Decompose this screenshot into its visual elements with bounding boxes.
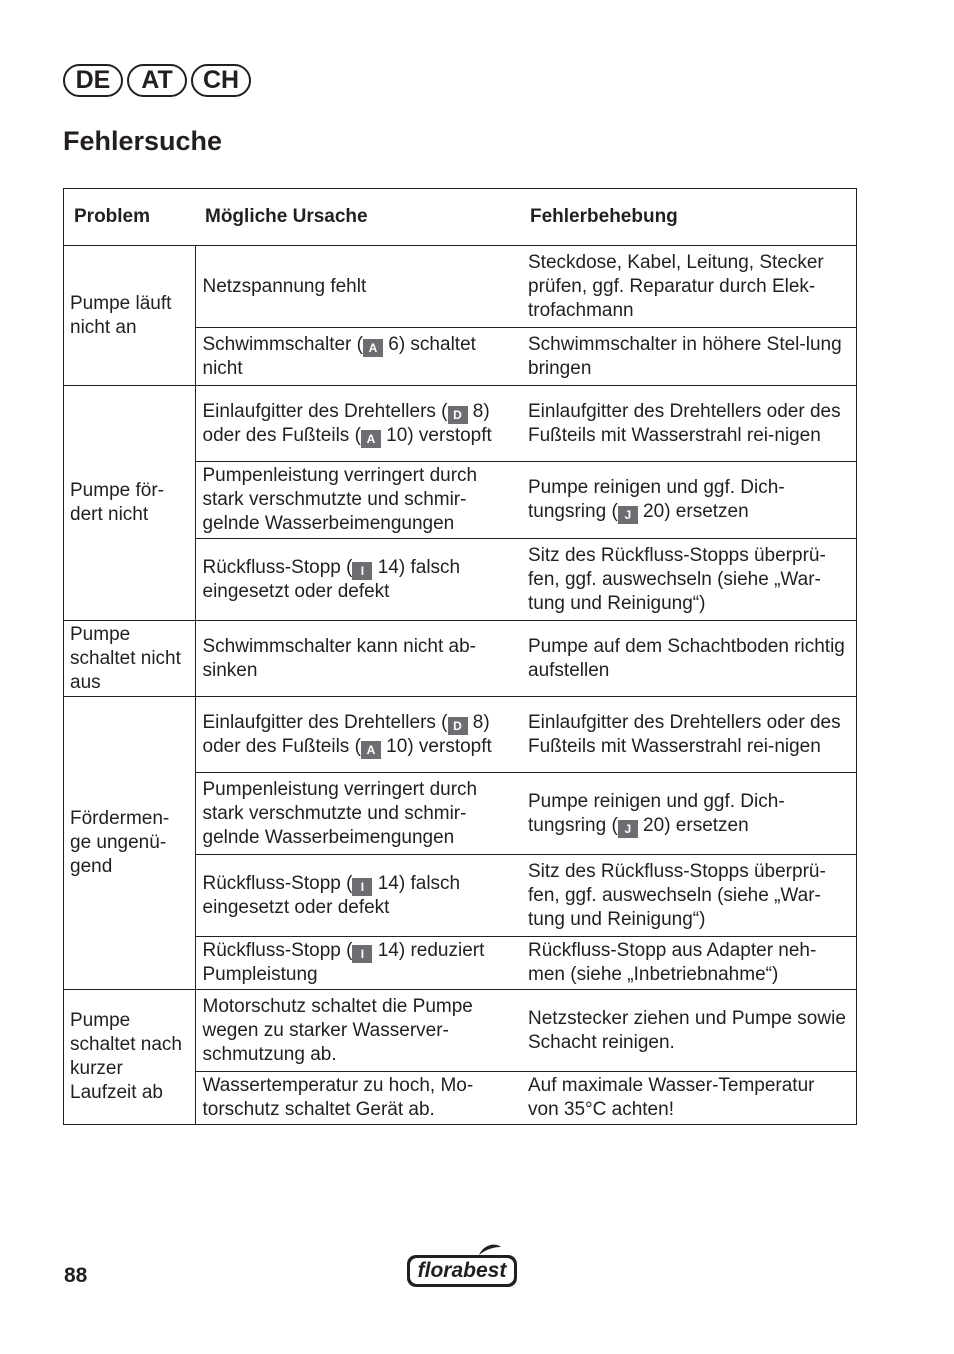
cause-cell [195, 246, 520, 328]
fix-cell [520, 462, 857, 539]
cause-cell [195, 1072, 520, 1125]
problem-cell: Pumpe läuft nicht an [64, 246, 196, 386]
page-number: 88 [64, 1264, 88, 1287]
cell-text: 10) verstopft [380, 735, 492, 757]
cell-text: Pumpenleistung verringert durch stark verschmutzte und schmir-gelnde Wasserbeimengungen [202, 465, 478, 534]
cell-text: Netzspannung fehlt [202, 275, 367, 297]
cell-text: Rückfluss-Stopp aus Adapter neh-men (siehe „Inbetriebnahme“) [528, 940, 817, 985]
figure-ref-badge: I [352, 878, 372, 896]
cause-cell [195, 386, 520, 462]
cell-text: Schwimmschalter in höhere Stel-lung bringen [528, 333, 842, 379]
header-fix: Fehlerbehebung [530, 206, 678, 227]
fix-cell [520, 386, 857, 462]
figure-ref-badge: J [618, 506, 638, 524]
cell-text: Rückfluss-Stopp ( [202, 556, 353, 578]
cell-text: Steckdose, Kabel, Leitung, Stecker prüfen, ggf. Reparatur durch Elek-trofachmann [528, 251, 824, 321]
cell-text: Rückfluss-Stopp ( [202, 940, 353, 961]
cell-text: Einlaufgitter des Drehtellers oder des Fußteils mit Wasserstrahl rei-nigen [528, 400, 841, 446]
table-row [64, 697, 857, 773]
cell-text: 8) oder des Fußteils ( [202, 711, 490, 757]
cause-cell [195, 621, 520, 697]
cell-text: 14) falsch eingesetzt oder defekt [202, 556, 461, 602]
cell-text: Netzstecker ziehen und Pumpe sowie Schacht reinigen. [528, 1007, 846, 1053]
lang-badge-de: DE [63, 64, 123, 97]
cell-text: Motorschutz schaltet die Pumpe wegen zu starker Wasserver-schmutzung ab. [202, 995, 473, 1065]
fix-cell [520, 773, 857, 855]
header-cause: Mögliche Ursache [205, 206, 368, 227]
cell-text: 8) oder des Fußteils ( [202, 400, 490, 446]
problem-cell: Pumpe för-dert nicht [64, 386, 196, 621]
language-badges [63, 64, 251, 97]
cause-cell [195, 697, 520, 773]
cell-text: Schwimmschalter ( [202, 333, 363, 355]
problem-cell: Fördermen-ge ungenü-gend [64, 697, 196, 990]
cell-text: Pumpe reinigen und ggf. Dich-tungsring ( [528, 790, 785, 836]
fix-cell [520, 990, 857, 1072]
fix-cell [520, 697, 857, 773]
cell-text: Schwimmschalter kann nicht ab-sinken [202, 635, 476, 681]
cause-cell [195, 773, 520, 855]
table-row [64, 990, 857, 1072]
cell-text: Wassertemperatur zu hoch, Mo-torschutz schaltet Gerät ab. [202, 1075, 474, 1120]
cell-text: 10) verstopft [380, 424, 492, 446]
troubleshooting-table [63, 188, 857, 1125]
cell-text: Pumpe auf dem Schachtboden richtig aufstellen [528, 635, 845, 681]
cell-text: 20) ersetzen [637, 501, 749, 522]
figure-ref-badge: A [363, 339, 383, 357]
figure-ref-badge: D [448, 717, 468, 735]
header-problem: Problem [74, 206, 151, 227]
fix-cell [520, 855, 857, 937]
cause-cell [195, 855, 520, 937]
cause-cell [195, 539, 520, 621]
table-row [64, 386, 857, 462]
cause-cell [195, 462, 520, 539]
cell-text: Rückfluss-Stopp ( [202, 872, 353, 894]
cell-text: Sitz des Rückfluss-Stopps überprü-fen, ggf. auswechseln (siehe „War-tung und Reinigung“) [528, 860, 826, 930]
cause-cell [195, 328, 520, 386]
cell-text: Auf maximale Wasser-Temperatur von 35°C achten! [528, 1075, 815, 1120]
page-title: Fehlersuche [63, 126, 223, 156]
figure-ref-badge: A [361, 741, 381, 759]
figure-ref-badge: J [618, 820, 638, 838]
fix-cell [520, 246, 857, 328]
cause-cell [195, 937, 520, 990]
cause-cell [195, 990, 520, 1072]
figure-ref-badge: I [352, 945, 372, 963]
cell-text: Einlaufgitter des Drehtellers ( [202, 400, 448, 422]
lang-badge-ch: CH [191, 64, 251, 97]
cell-text: Pumpenleistung verringert durch stark verschmutzte und schmir-gelnde Wasserbeimengungen [202, 778, 478, 848]
cell-text: 14) reduziert Pumpleistung [202, 940, 485, 985]
fix-cell [520, 937, 857, 990]
problem-cell: Pumpe schaltet nicht aus [64, 621, 196, 697]
cell-text: Einlaufgitter des Drehtellers oder des Fußteils mit Wasserstrahl rei-nigen [528, 711, 841, 757]
cell-text: Einlaufgitter des Drehtellers ( [202, 711, 448, 733]
figure-ref-badge: A [361, 430, 381, 448]
logo-text: florabest [417, 1259, 507, 1282]
fix-cell [520, 539, 857, 621]
table-row [64, 621, 857, 697]
cell-text: Sitz des Rückfluss-Stopps überprü-fen, ggf. auswechseln (siehe „War-tung und Reinigung“) [528, 544, 826, 614]
fix-cell [520, 328, 857, 386]
table-row [64, 246, 857, 328]
cell-text: 6) schaltet nicht [202, 333, 476, 379]
problem-cell: Pumpe schaltet nach kurzer Laufzeit ab [64, 990, 196, 1125]
fix-cell [520, 1072, 857, 1125]
lang-badge-at: AT [127, 64, 187, 97]
cell-text: Pumpe reinigen und ggf. Dich-tungsring ( [528, 477, 785, 522]
table-body [64, 246, 857, 1125]
cell-text: 20) ersetzen [637, 814, 749, 836]
fix-cell [520, 621, 857, 697]
figure-ref-badge: D [448, 406, 468, 424]
florabest-logo [405, 1243, 519, 1289]
table-header-row [64, 189, 857, 246]
cell-text: 14) falsch eingesetzt oder defekt [202, 872, 461, 918]
figure-ref-badge: I [352, 562, 372, 580]
